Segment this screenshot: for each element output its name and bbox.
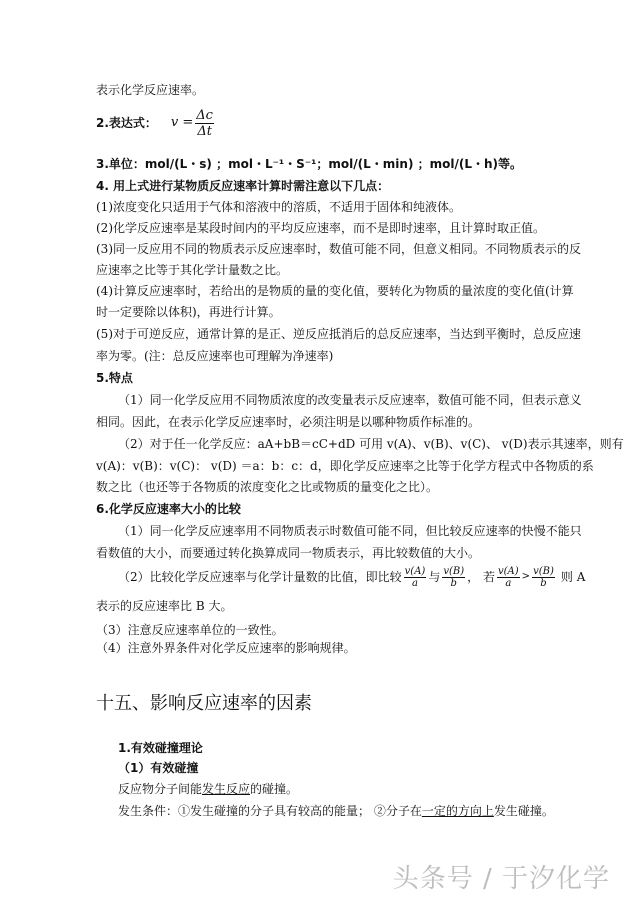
ratio-num: v(A) [404,565,426,577]
formula-var: v = [170,115,194,130]
collision-subheading: （1）有效碰撞 [118,761,199,775]
compare-ratio-pre: （2）比较化学反应速率与化学计量数的比值，即比较 [118,570,402,584]
ratio-num: v(B) [533,565,554,577]
collision-def-pre: 反应物分子间能 [118,782,203,796]
feature-line: v(A)：v(B)：v(C)： v(D) ＝a：b：c：d，即化学反应速率之比等于化学方程式中各物质的系 [96,459,594,473]
feature-line: （2）对于任一化学反应：aA+bB＝cC+dD 可用 v(A)、v(B)、v(C)、 v(D)表示其速率，则有 [118,437,624,451]
collision-heading: 1.有效碰撞理论 [118,741,203,755]
collision-condition [118,803,554,819]
compare-ratio-mid: 与 [428,570,441,584]
compare-item: （4）注意外界条件对化学反应速率的影响规律。 [96,641,356,655]
ratio-den: b [450,577,457,589]
compare-ratio-post: 则 A [560,570,586,584]
note-line: 率为零。(注：总反应速率也可理解为净速率) [96,349,334,363]
note-line: 时一定要除以体积)，再进行计算。 [96,305,281,319]
collision-cond-pre: 发生条件：①发生碰撞的分子具有较高的能量； ②分子在 [118,804,422,818]
ratio-fraction-d [532,566,555,589]
feature-line: 数之比（也还等于各物质的浓度变化之比或物质的量变化之比）。 [96,480,439,494]
compare-line: （1）同一化学反应速率用不同物质表示时数值可能不同，但比较反应速率的快慢不能只 [118,524,582,538]
note-line: (3)同一反应用不同的物质表示反应速率时，数值可能不同，但意义相同。不同物质表示的反 [96,242,582,256]
ratio-den: b [540,577,547,589]
collision-definition [118,781,298,797]
watermark: 头条号 / 于汐化学 [392,864,610,894]
compare-item: （3）注意反应速率单位的一致性。 [96,623,284,637]
section-title: 十五、影响反应速率的因素 [96,693,312,714]
collision-cond-post: 发生碰撞。 [493,804,554,818]
compare-heading: 6.化学反应速率大小的比较 [96,502,241,516]
compare-ratio-line [118,562,585,592]
collision-cond-underlined: 一定的方向上 [421,804,494,818]
note-line: (1)浓度变化只适用于气体和溶液中的溶质，不适用于固体和纯液体。 [96,200,462,214]
compare-line: 看数值的大小，而要通过转化换算成同一物质表示，再比较数值的大小。 [96,546,481,560]
feature-line: 相同。因此，在表示化学反应速率时，必须注明是以哪种物质作标准的。 [96,415,481,429]
note-line: (4)计算反应速率时，若给出的是物质的量的变化值，要转化为物质的量浓度的变化值(计算 [96,284,574,298]
compare-cont: 表示的反应速率比 B 大。 [96,599,233,613]
ratio-fraction-a [404,566,427,589]
ratio-num: v(A) [497,565,519,577]
collision-def-underlined: 发生反应 [202,782,251,796]
intro-line: 表示化学反应速率。 [96,83,205,97]
units-line: 3.单位：mol/(L・s) ；mol・L⁻¹・S⁻¹；mol/(L・min) ；mol/(L・h)等。 [96,157,523,171]
ratio-den: a [505,577,512,589]
formula-numerator: Δc [196,107,213,123]
compare-ratio-mid2: ， 若 [467,570,495,584]
formula-denominator: Δt [197,123,212,139]
formula-fraction [195,108,214,139]
note-line: (2)化学反应速率是某段时间内的平均反应速率，而不是即时速率，且计算时取正值。 [96,221,546,235]
greater-than-sign: > [521,571,531,582]
note-line: (5)对于可逆反应，通常计算的是正、逆反应抵消后的总反应速率，当达到平衡时，总反应速 [96,327,582,341]
formula-label: 2.表达式： [96,116,157,130]
ratio-den: a [412,577,418,589]
notes-heading: 4. 用上式进行某物质反应速率计算时需注意以下几点： [96,179,390,193]
feature-line: （1）同一化学反应用不同物质浓度的改变量表示反应速率，数值可能不同，但表示意义 [118,393,582,407]
features-heading: 5.特点 [96,371,133,385]
collision-def-post: 的碰撞。 [250,782,299,796]
ratio-fraction-b [442,566,465,589]
note-line: 应速率之比等于其化学计量数之比。 [96,263,289,277]
formula-line [96,108,216,138]
ratio-fraction-c [497,566,520,589]
ratio-num: v(B) [443,565,465,577]
